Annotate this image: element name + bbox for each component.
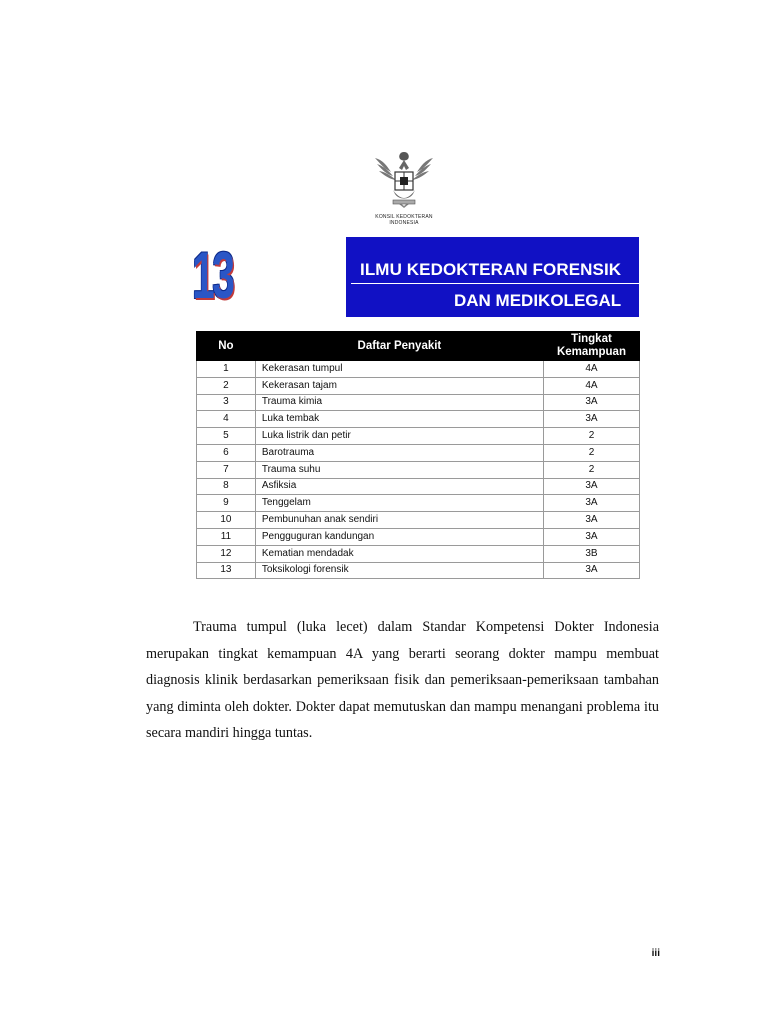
row-level: 3A [543, 394, 639, 411]
emblem-caption-line1: KONSIL KEDOKTERAN [375, 214, 433, 220]
table-row [197, 377, 640, 394]
table-header-row [197, 332, 640, 361]
header-name: Daftar Penyakit [255, 332, 543, 361]
table-row [197, 495, 640, 512]
row-level: 3A [543, 528, 639, 545]
row-no: 8 [197, 478, 256, 495]
table-row [197, 394, 640, 411]
emblem-caption-line2: INDONESIA [389, 220, 419, 226]
row-name: Pengguguran kandungan [255, 528, 543, 545]
row-level: 4A [543, 361, 639, 378]
row-level: 3A [543, 495, 639, 512]
row-level: 2 [543, 428, 639, 445]
header-level [543, 332, 639, 361]
row-level: 3B [543, 545, 639, 562]
table-row [197, 461, 640, 478]
row-name: Trauma suhu [255, 461, 543, 478]
row-name: Toksikologi forensik [255, 562, 543, 579]
row-name: Kekerasan tumpul [255, 361, 543, 378]
table-row [197, 361, 640, 378]
table-row [197, 512, 640, 529]
row-level: 3A [543, 478, 639, 495]
row-name: Barotrauma [255, 444, 543, 461]
row-no: 11 [197, 528, 256, 545]
row-no: 2 [197, 377, 256, 394]
disease-table [196, 331, 640, 579]
row-name: Pembunuhan anak sendiri [255, 512, 543, 529]
body-paragraph: Trauma tumpul (luka lecet) dalam Standar Kompetensi Dokter Indonesia merupakan tingkat kemampuan 4A yang berarti seorang dokter mampu membuat diagnosis klinik berdasarkan pemeriksaan fisik dan pemeriksaan-pemeriksaan tambahan yang diminta oleh dokter. Dokter dapat memutuskan dan mampu menangani problema itu secara mandiri hingga tuntas. [146, 619, 659, 741]
row-level: 3A [543, 512, 639, 529]
header-no: No [197, 332, 256, 361]
chapter-number-text: 13 [192, 238, 233, 312]
table-row [197, 528, 640, 545]
row-name: Kekerasan tajam [255, 377, 543, 394]
row-name: Asfiksia [255, 478, 543, 495]
row-level: 4A [543, 377, 639, 394]
table-row [197, 428, 640, 445]
table-body [197, 361, 640, 579]
row-name: Tenggelam [255, 495, 543, 512]
chapter-number [192, 238, 244, 312]
row-no: 3 [197, 394, 256, 411]
table-row [197, 545, 640, 562]
row-no: 9 [197, 495, 256, 512]
row-no: 5 [197, 428, 256, 445]
header-level-line2: Kemampuan [556, 346, 626, 358]
row-no: 6 [197, 444, 256, 461]
header-level-line1: Tingkat [571, 333, 612, 345]
row-level: 3A [543, 562, 639, 579]
row-level: 3A [543, 411, 639, 428]
table-row [197, 444, 640, 461]
row-no: 12 [197, 545, 256, 562]
row-no: 13 [197, 562, 256, 579]
row-no: 4 [197, 411, 256, 428]
row-no: 10 [197, 512, 256, 529]
row-name: Luka listrik dan petir [255, 428, 543, 445]
chapter-title-rule [351, 283, 639, 284]
row-level: 2 [543, 444, 639, 461]
row-name: Trauma kimia [255, 394, 543, 411]
row-no: 7 [197, 461, 256, 478]
emblem-caption [352, 214, 456, 226]
page-number: iii [651, 948, 660, 959]
table-row [197, 478, 640, 495]
row-name: Luka tembak [255, 411, 543, 428]
row-level: 2 [543, 461, 639, 478]
table-row [197, 411, 640, 428]
table-row [197, 562, 640, 579]
chapter-title-line2: DAN MEDIKOLEGAL [454, 291, 622, 310]
chapter-title-line1: ILMU KEDOKTERAN FORENSIK [360, 260, 622, 279]
row-name: Kematian mendadak [255, 545, 543, 562]
row-no: 1 [197, 361, 256, 378]
